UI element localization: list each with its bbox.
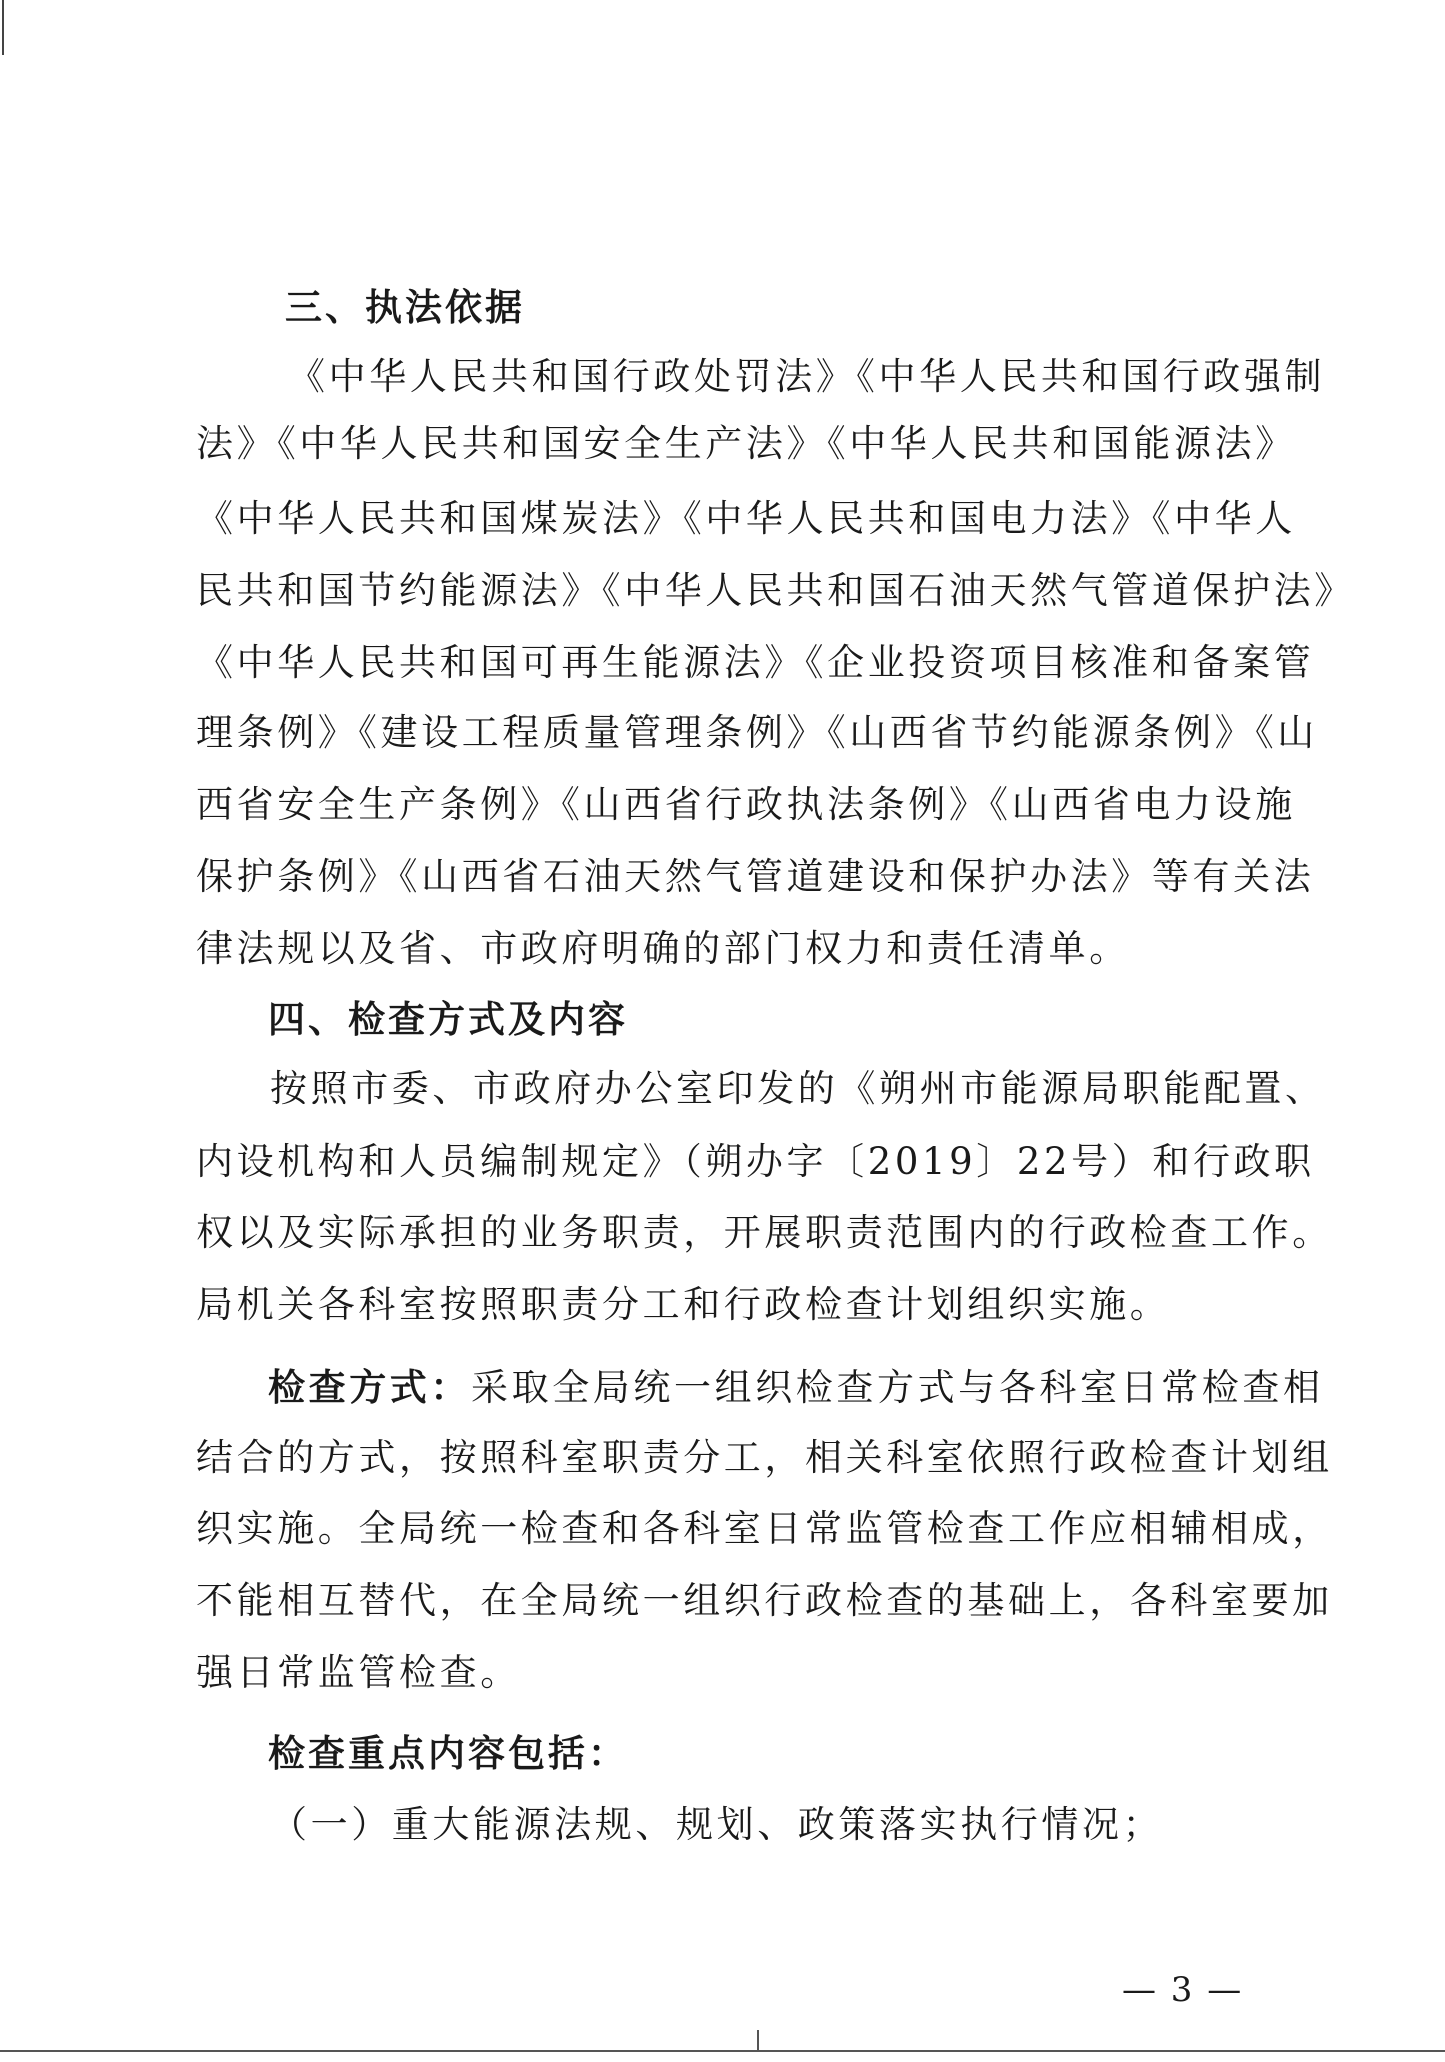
paragraph-line: 《中华人民共和国煤炭法》《中华人民共和国电力法》《中华人	[196, 497, 1296, 540]
list-item: （一）重大能源法规、规划、政策落实执行情况；	[270, 1803, 1164, 1846]
paragraph-line: 西省安全生产条例》《山西省行政执法条例》《山西省电力设施	[196, 783, 1296, 826]
paragraph-line: 民共和国节约能源法》《中华人民共和国石油天然气管道保护法》	[196, 569, 1355, 612]
paragraph-line: 局机关各科室按照职责分工和行政检查计划组织实施。	[196, 1283, 1171, 1326]
section-heading-inspection: 四、检查方式及内容	[268, 997, 628, 1041]
paragraph-line: 不能相互替代，在全局统一组织行政检查的基础上，各科室要加	[196, 1579, 1333, 1622]
paragraph-line: 权以及实际承担的业务职责，开展职责范围内的行政检查工作。	[196, 1211, 1333, 1254]
scan-bottom-line	[0, 2050, 1445, 2052]
paragraph-line: 保护条例》《山西省石油天然气管道建设和保护办法》等有关法	[196, 855, 1315, 898]
scan-edge-line	[2, 0, 4, 55]
inspection-method-label: 检查方式：	[268, 1365, 471, 1409]
paragraph-line: 织实施。全局统一检查和各科室日常监管检查工作应相辅相成，	[196, 1507, 1333, 1550]
paragraph-line: 《中华人民共和国行政处罚法》《中华人民共和国行政强制	[288, 355, 1326, 398]
paragraph-line: 强日常监管检查。	[196, 1651, 521, 1694]
paragraph-line: 按照市委、市政府办公室印发的《朔州市能源局职能配置、	[270, 1067, 1326, 1110]
inspection-method-paragraph	[268, 1362, 1324, 1413]
inspection-focus-label: 检查重点内容包括：	[268, 1731, 628, 1775]
paragraph-line: 《中华人民共和国可再生能源法》《企业投资项目核准和备案管	[196, 641, 1315, 684]
paragraph-line: 理条例》《建设工程质量管理条例》《山西省节约能源条例》《山	[196, 711, 1318, 754]
paragraph-line: 结合的方式，按照科室职责分工，相关科室依照行政检查计划组	[196, 1436, 1333, 1479]
scan-bottom-tick	[757, 2030, 759, 2052]
paragraph-line: 律法规以及省、市政府明确的部门权力和责任清单。	[196, 927, 1130, 970]
inspection-method-text: 采取全局统一组织检查方式与各科室日常检查相	[471, 1366, 1324, 1409]
paragraph-line: 法》《中华人民共和国安全生产法》《中华人民共和国能源法》	[196, 422, 1296, 465]
section-heading-legal-basis: 三、执法依据	[285, 285, 525, 329]
page-number: — 3 —	[1122, 1970, 1244, 2010]
paragraph-line: 内设机构和人员编制规定》（朔办字〔2019〕22号）和行政职	[196, 1140, 1315, 1183]
